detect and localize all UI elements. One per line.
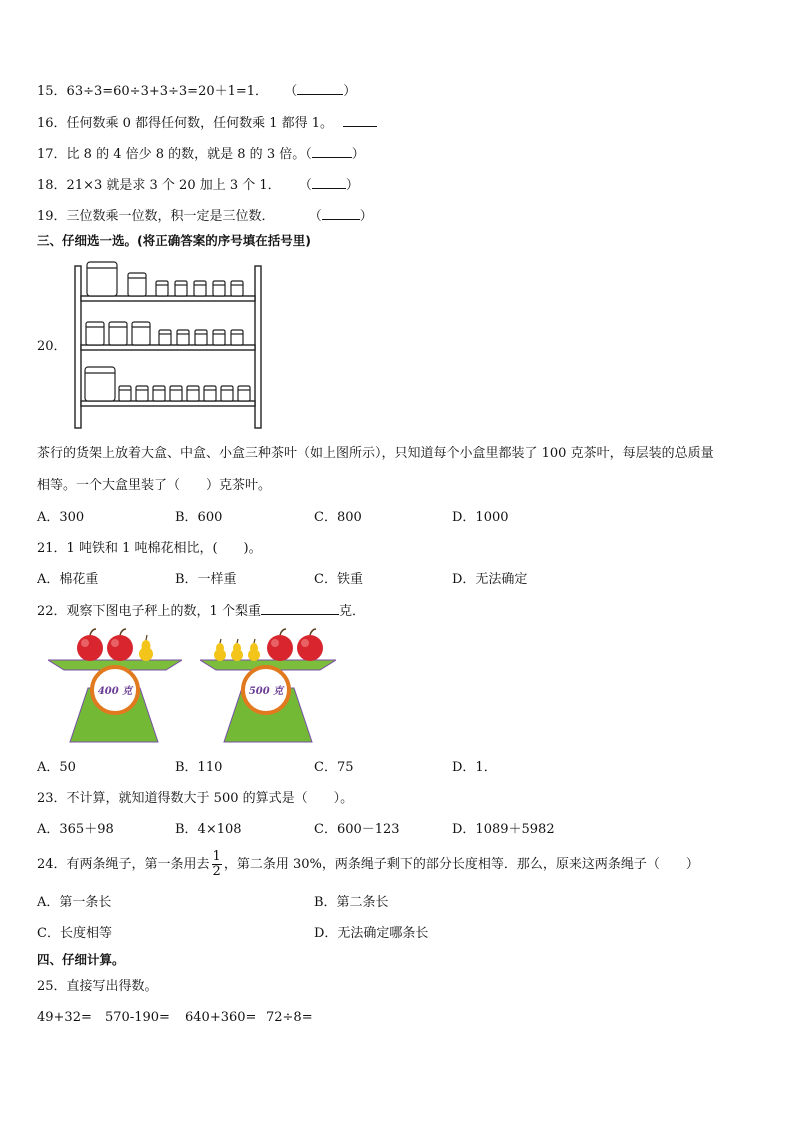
small-tea-box xyxy=(136,386,148,401)
question-21: 21．1 吨铁和 1 吨棉花相比，( )。 xyxy=(37,541,262,556)
question-19: 19．三位数乘一位数，积一定是三位数． （ ） xyxy=(37,209,373,224)
q20-option-c[interactable]: C．800 xyxy=(314,510,362,525)
pear-icon xyxy=(139,635,153,661)
q20-option-a[interactable]: A．300 xyxy=(37,510,85,525)
answer-blank[interactable] xyxy=(297,82,343,95)
q25-expr: 72÷8= xyxy=(266,1010,313,1025)
q24-option-b[interactable]: B．第二条长 xyxy=(314,895,389,910)
small-tea-box xyxy=(177,330,189,345)
medium-tea-box xyxy=(132,322,150,345)
apple-icon xyxy=(267,629,293,661)
large-tea-box xyxy=(85,367,115,401)
q24-option-a[interactable]: A．第一条长 xyxy=(37,895,112,910)
question-23: 23．不计算，就知道得数大于 500 的算式是（ ）。 xyxy=(37,791,354,806)
q23-option-d[interactable]: D．1089＋5982 xyxy=(452,822,555,837)
apple-icon xyxy=(77,629,103,661)
question-18: 18．21×3 就是求 3 个 20 加上 3 个 1． （ ） xyxy=(37,178,359,193)
question-16 xyxy=(37,114,377,133)
small-tea-box xyxy=(213,330,225,345)
q25-expr: 570-190= xyxy=(105,1010,170,1025)
q24-option-c[interactable]: C．长度相等 xyxy=(37,926,112,941)
scale-2-reading: 500 克 xyxy=(248,686,284,697)
apple-icon xyxy=(107,629,133,661)
small-tea-box xyxy=(159,330,171,345)
question-15: 15．63÷3=60÷3+3÷3=20＋1=1． （ ） xyxy=(37,84,357,99)
small-tea-box xyxy=(231,281,243,296)
small-tea-box xyxy=(187,386,199,401)
answer-blank[interactable] xyxy=(312,176,346,189)
tea-shelf-figure xyxy=(72,258,264,430)
q22-option-d[interactable]: D．1． xyxy=(452,760,497,775)
q20-option-d[interactable]: D．1000 xyxy=(452,510,509,525)
pear-icon xyxy=(231,639,243,661)
small-tea-box xyxy=(119,386,131,401)
q25-expr: 640+360= xyxy=(185,1010,257,1025)
question-20-text: 茶行的货架上放着大盒、中盒、小盒三种茶叶（如上图所示），只知道每个小盒里都装了 100 克茶叶，每层装的总质量 相等。一个大盒里装了（ ）克茶叶。 xyxy=(37,446,714,493)
question-25: 25．直接写出得数。 xyxy=(37,979,158,994)
shelf-board-1 xyxy=(81,296,255,301)
small-tea-box xyxy=(238,386,250,401)
small-tea-box xyxy=(153,386,165,401)
pear-icon xyxy=(248,639,260,661)
apple-icon xyxy=(297,629,323,661)
small-tea-box xyxy=(221,386,233,401)
shelf-board-3 xyxy=(81,401,255,406)
shelf-post-right xyxy=(255,266,261,428)
small-tea-box xyxy=(204,386,216,401)
question-24: 24．有两条绳子，第一条用去 $\frac{1}{2}$ ，第二条用 30%，两条绳子剩下的部分长度相等．那么，原来这两条绳子（ ） xyxy=(37,849,699,879)
small-tea-box xyxy=(213,281,225,296)
q17-text: 17．比 8 的 4 倍少 8 的数，就是 8 的 3 倍。（ xyxy=(37,147,312,162)
q22-option-a[interactable]: A．50 xyxy=(37,760,76,775)
shelf-board-2 xyxy=(81,345,255,350)
q19-text: 19．三位数乘一位数，积一定是三位数． xyxy=(37,209,275,224)
section-3-heading: 三、仔细选一选。(将正确答案的序号填在括号里) xyxy=(37,233,311,248)
large-tea-box xyxy=(87,262,117,296)
q21-option-a[interactable]: A．棉花重 xyxy=(37,572,99,587)
q23-option-b[interactable]: B．4×108 xyxy=(175,822,242,837)
q20-option-b[interactable]: B．600 xyxy=(175,510,223,525)
q24-option-d[interactable]: D．无法确定哪条长 xyxy=(314,926,429,941)
q16-text: 16．任何数乘 0 都得任何数，任何数乘 1 都得 1。 xyxy=(37,116,334,131)
question-17: 17．比 8 的 4 倍少 8 的数，就是 8 的 3 倍。（ ） xyxy=(37,147,365,162)
q21-option-d[interactable]: D．无法确定 xyxy=(452,572,528,587)
q23-option-c[interactable]: C．600－123 xyxy=(314,822,400,837)
electronic-scale-2 xyxy=(200,628,336,744)
q21-option-b[interactable]: B．一样重 xyxy=(175,572,237,587)
small-tea-box xyxy=(156,281,168,296)
small-tea-box xyxy=(231,330,243,345)
small-tea-box xyxy=(175,281,187,296)
answer-blank[interactable] xyxy=(343,114,377,127)
answer-blank[interactable] xyxy=(312,145,352,158)
q25-expr: 49+32= xyxy=(37,1010,92,1025)
fraction-one-half: $\frac{1}{2}$ xyxy=(212,849,221,879)
small-tea-box xyxy=(194,281,206,296)
q22-option-c[interactable]: C．75 xyxy=(314,760,354,775)
q20-number: 20． xyxy=(37,339,67,354)
small-tea-box xyxy=(195,330,207,345)
q21-option-c[interactable]: C．铁重 xyxy=(314,572,363,587)
electronic-scale-1 xyxy=(48,628,182,744)
medium-tea-box xyxy=(128,273,146,296)
shelf-post-left xyxy=(75,266,81,428)
q23-option-a[interactable]: A．365＋98 xyxy=(37,822,114,837)
q22-option-b[interactable]: B．110 xyxy=(175,760,223,775)
small-tea-box xyxy=(170,386,182,401)
question-22: 22．观察下图电子秤上的数，1 个梨重 克． xyxy=(37,604,365,619)
answer-blank[interactable] xyxy=(261,602,339,615)
q15-text: 15．63÷3=60÷3+3÷3=20＋1=1． xyxy=(37,84,269,99)
medium-tea-box xyxy=(86,322,104,345)
medium-tea-box xyxy=(109,322,127,345)
q18-text: 18．21×3 就是求 3 个 20 加上 3 个 1． xyxy=(37,178,281,193)
section-4-heading: 四、仔细计算。 xyxy=(37,952,125,967)
scale-1-reading: 400 克 xyxy=(97,686,133,697)
pear-icon xyxy=(214,639,226,661)
answer-blank[interactable] xyxy=(322,207,360,220)
